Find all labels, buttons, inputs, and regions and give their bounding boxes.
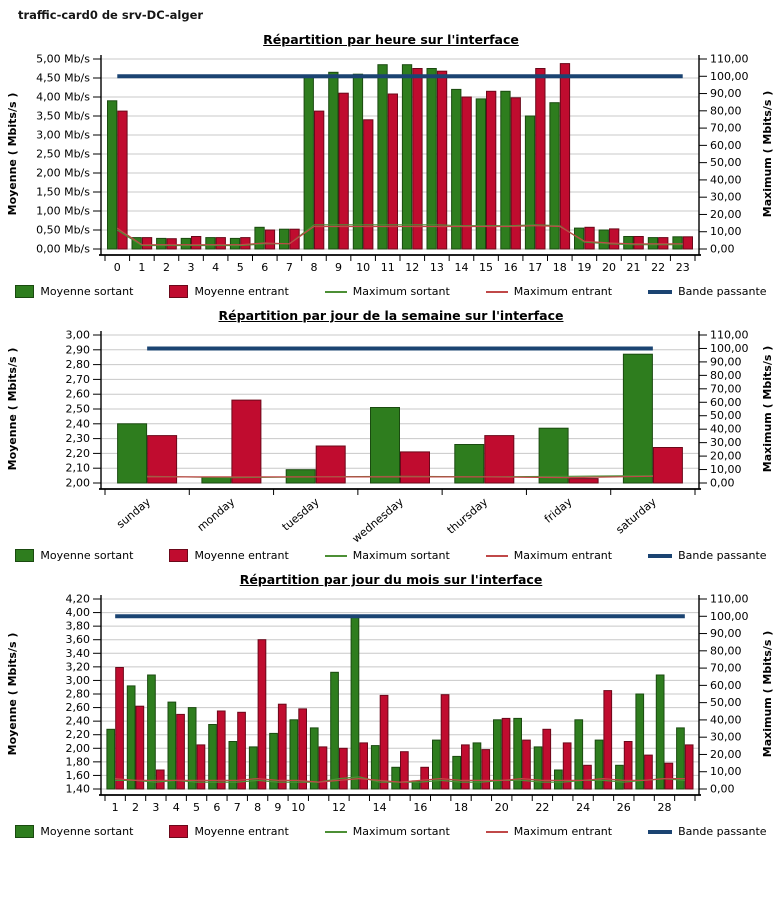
bar: [339, 93, 348, 249]
legend-swatch-bande-passante: [648, 830, 672, 834]
legend-swatch-moyenne-sortant: [15, 285, 34, 298]
bar: [388, 94, 397, 249]
bar: [380, 695, 388, 789]
x-tick-label: tuesday: [279, 495, 322, 534]
left-tick-label: 2,00 Mb/s: [36, 166, 90, 180]
bar: [536, 69, 545, 250]
left-tick-label: 2,50 Mb/s: [36, 147, 90, 161]
left-tick-label: 2,80: [65, 358, 90, 372]
right-tick-label: 100,00: [710, 341, 749, 355]
bar: [453, 756, 461, 789]
left-tick-label: 1,50 Mb/s: [36, 185, 90, 199]
legend-swatch-maximum-entrant: [486, 291, 508, 293]
left-tick-label: 2,50: [65, 402, 90, 416]
left-tick-label: 2,60: [65, 701, 90, 715]
left-tick-label: 2,60: [65, 387, 90, 401]
right-tick-label: 20,00: [710, 207, 742, 221]
left-tick-label: 2,70: [65, 372, 90, 386]
left-tick-label: 3,60: [65, 633, 90, 647]
bar: [310, 728, 318, 789]
bar: [232, 400, 261, 483]
bar: [575, 720, 583, 789]
bar: [116, 668, 124, 790]
x-tick-label: 26: [616, 801, 631, 814]
legend-swatch-maximum-sortant: [325, 831, 347, 833]
x-tick-label: 15: [479, 261, 494, 274]
x-tick-label: thursday: [444, 495, 491, 537]
x-tick-label: 2: [162, 261, 170, 274]
right-tick-label: 110,00: [710, 592, 749, 606]
bar: [665, 763, 673, 789]
left-axis-title: Moyenne ( Mbits/s ): [6, 632, 19, 756]
x-tick-label: monday: [194, 495, 238, 535]
x-tick-label: 2: [132, 801, 140, 814]
right-tick-label: 60,00: [710, 678, 742, 692]
right-tick-label: 30,00: [710, 436, 742, 450]
bar: [550, 103, 559, 249]
bar: [585, 227, 594, 249]
monthday-chart-section: [0, 572, 782, 838]
left-tick-label: 2,80: [65, 687, 90, 701]
x-tick-label: wednesday: [349, 495, 406, 546]
bar: [142, 238, 151, 249]
bar: [413, 69, 422, 250]
bar: [392, 767, 400, 789]
right-tick-label: 80,00: [710, 104, 742, 118]
right-tick-label: 0,00: [710, 476, 735, 490]
bar: [304, 76, 313, 249]
bar: [485, 436, 514, 483]
left-tick-label: 4,00: [65, 606, 90, 620]
legend-item-maximum-entrant: [486, 549, 612, 562]
left-axis-title: Moyenne ( Mbits/s ): [6, 347, 19, 471]
x-tick-label: 16: [413, 801, 428, 814]
bar: [616, 765, 624, 789]
legend-swatch-moyenne-sortant: [15, 549, 34, 562]
right-tick-label: 20,00: [710, 449, 742, 463]
bar: [441, 695, 449, 789]
right-tick-label: 10,00: [710, 765, 742, 779]
bar: [329, 72, 338, 249]
bar: [685, 745, 693, 789]
left-tick-label: 2,20: [65, 728, 90, 742]
bar: [127, 686, 135, 789]
x-tick-label: 6: [213, 801, 221, 814]
monthday-chart-title: Répartition par jour du mois sur l'interface: [239, 572, 543, 587]
monthday-chart-legend: [0, 825, 782, 838]
x-tick-label: 23: [675, 261, 690, 274]
bar: [539, 428, 568, 483]
right-tick-label: 70,00: [710, 121, 742, 135]
legend-label: Moyenne entrant: [194, 549, 289, 562]
left-tick-label: 1,80: [65, 755, 90, 769]
right-tick-label: 90,00: [710, 627, 742, 641]
x-tick-label: 8: [254, 801, 262, 814]
left-tick-label: 0,50 Mb/s: [36, 223, 90, 237]
legend-swatch-bande-passante: [648, 290, 672, 294]
legend-label: Moyenne entrant: [194, 825, 289, 838]
bar: [209, 725, 217, 790]
bar: [378, 65, 387, 249]
left-tick-label: 3,00: [65, 673, 90, 687]
bar: [673, 237, 682, 249]
bar: [230, 238, 239, 249]
right-tick-label: 30,00: [710, 190, 742, 204]
left-tick-label: 2,00: [65, 741, 90, 755]
bar: [371, 408, 400, 484]
left-tick-label: 3,50 Mb/s: [36, 109, 90, 123]
legend-label: Maximum sortant: [352, 825, 450, 838]
bar: [604, 691, 612, 789]
bar: [258, 640, 266, 789]
bar: [278, 704, 286, 789]
left-tick-label: 2,20: [65, 446, 90, 460]
left-tick-label: 2,10: [65, 461, 90, 475]
hourly-chart-plot: [0, 49, 782, 285]
x-tick-label: friday: [541, 495, 575, 526]
x-tick-label: 10: [356, 261, 371, 274]
bar: [192, 237, 201, 250]
legend-item-maximum-sortant: [325, 825, 450, 838]
bar: [656, 675, 664, 789]
legend-label: Moyenne sortant: [40, 549, 134, 562]
left-tick-label: 2,30: [65, 432, 90, 446]
legend-item-moyenne-entrant: [169, 285, 288, 298]
bar: [319, 747, 327, 789]
bar: [177, 714, 185, 789]
right-tick-label: 90,00: [710, 87, 742, 101]
bar: [599, 230, 608, 249]
bar: [555, 770, 563, 789]
x-tick-label: 12: [331, 801, 346, 814]
bar: [167, 239, 176, 249]
right-tick-label: 40,00: [710, 422, 742, 436]
hourly-chart-legend: [0, 285, 782, 298]
bar: [523, 740, 531, 789]
x-tick-label: 7: [285, 261, 293, 274]
left-tick-label: 3,40: [65, 646, 90, 660]
x-tick-label: 18: [454, 801, 469, 814]
x-tick-label: 3: [187, 261, 195, 274]
bar: [188, 708, 196, 789]
x-tick-label: 8: [310, 261, 318, 274]
x-tick-label: 14: [372, 801, 387, 814]
legend-label: Maximum entrant: [513, 825, 613, 838]
left-tick-label: 2,00: [65, 476, 90, 490]
x-tick-label: 9: [274, 801, 282, 814]
x-tick-label: 14: [454, 261, 469, 274]
bar: [595, 740, 603, 789]
weekday-chart-plot: [0, 325, 782, 549]
bar: [569, 479, 598, 483]
right-axis-title: Maximum ( Mbits/s ): [761, 630, 774, 758]
x-tick-label: 4: [212, 261, 220, 274]
left-tick-label: 3,20: [65, 660, 90, 674]
bar: [280, 229, 289, 249]
bars-moyenne-entrant: [148, 400, 683, 483]
legend-item-bande-passante: [648, 549, 766, 562]
hourly-chart-title: Répartition par heure sur l'interface: [263, 32, 519, 47]
bar: [360, 743, 368, 789]
bar: [217, 711, 225, 789]
x-tick-label: 20: [601, 261, 616, 274]
hourly-chart-section: [0, 32, 782, 298]
bar: [331, 672, 339, 789]
x-tick-label: 20: [494, 801, 509, 814]
bar: [353, 74, 362, 249]
bars-moyenne-sortant: [118, 354, 653, 483]
x-tick-label: saturday: [613, 495, 659, 537]
legend-label: Maximum sortant: [352, 285, 450, 298]
legend-swatch-moyenne-sortant: [15, 825, 34, 838]
bar: [623, 354, 652, 483]
legend-item-bande-passante: [648, 825, 766, 838]
x-tick-label: 11: [380, 261, 395, 274]
x-tick-label: 1: [111, 801, 119, 814]
bar: [168, 702, 176, 789]
x-tick-label: 22: [535, 801, 550, 814]
left-tick-label: 3,80: [65, 619, 90, 633]
left-tick-label: 4,00 Mb/s: [36, 90, 90, 104]
bar: [634, 237, 643, 250]
x-tick-label: 12: [405, 261, 420, 274]
right-tick-label: 50,00: [710, 156, 742, 170]
x-tick-label: 24: [576, 801, 591, 814]
right-axis-title: Maximum ( Mbits/s ): [761, 345, 774, 473]
x-tick-label: 10: [291, 801, 306, 814]
right-axis-title: Maximum ( Mbits/s ): [761, 90, 774, 218]
x-tick-label: 9: [335, 261, 343, 274]
x-tick-label: 1: [138, 261, 146, 274]
bars-moyenne-sortant: [107, 616, 684, 789]
left-tick-label: 2,90: [65, 343, 90, 357]
legend-label: Maximum entrant: [513, 285, 613, 298]
line-maximum-entrant: [117, 226, 682, 245]
left-tick-label: 4,50 Mb/s: [36, 71, 90, 85]
bar: [401, 752, 409, 789]
x-tick-label: 19: [577, 261, 592, 274]
right-tick-label: 110,00: [710, 52, 749, 66]
bar: [156, 770, 164, 789]
right-tick-label: 110,00: [710, 328, 749, 342]
left-tick-label: 2,40: [65, 714, 90, 728]
legend-label: Bande passante: [678, 549, 767, 562]
weekday-chart-legend: [0, 549, 782, 562]
legend-item-moyenne-entrant: [169, 825, 288, 838]
right-tick-label: 40,00: [710, 713, 742, 727]
legend-swatch-moyenne-entrant: [169, 825, 188, 838]
right-tick-label: 100,00: [710, 69, 749, 83]
bar: [265, 230, 274, 249]
x-tick-label: 5: [193, 801, 201, 814]
right-tick-label: 10,00: [710, 225, 742, 239]
right-tick-label: 70,00: [710, 382, 742, 396]
legend-swatch-moyenne-entrant: [169, 549, 188, 562]
left-tick-label: 2,40: [65, 417, 90, 431]
bar: [340, 748, 348, 789]
x-tick-label: 22: [651, 261, 666, 274]
legend-item-maximum-entrant: [486, 825, 612, 838]
gridlines: [101, 59, 699, 249]
bar: [624, 237, 633, 250]
right-tick-label: 70,00: [710, 661, 742, 675]
bar: [482, 750, 490, 789]
x-tick-label: 0: [113, 261, 121, 274]
x-tick-label: 13: [429, 261, 444, 274]
bar: [290, 720, 298, 789]
bar: [560, 64, 569, 249]
bar: [118, 424, 147, 483]
left-tick-label: 1,60: [65, 768, 90, 782]
bar: [136, 706, 144, 789]
x-tick-label: 16: [503, 261, 518, 274]
right-tick-label: 60,00: [710, 395, 742, 409]
legend-label: Bande passante: [678, 285, 767, 298]
bars-moyenne-entrant: [116, 640, 693, 789]
right-tick-label: 50,00: [710, 696, 742, 710]
bar: [437, 71, 446, 249]
left-tick-label: 1,00 Mb/s: [36, 204, 90, 218]
bar: [645, 755, 653, 789]
bar: [402, 65, 411, 249]
left-tick-label: 1,40: [65, 782, 90, 796]
left-tick-label: 0,00 Mb/s: [36, 242, 90, 256]
bar: [502, 718, 510, 789]
legend-item-moyenne-sortant: [15, 549, 133, 562]
bar: [206, 238, 215, 249]
x-tick-label: 7: [233, 801, 241, 814]
bar: [364, 120, 373, 249]
left-tick-label: 4,20: [65, 592, 90, 606]
bar: [108, 101, 117, 249]
bar: [299, 709, 307, 789]
legend-swatch-maximum-entrant: [486, 831, 508, 833]
bar: [371, 746, 379, 789]
x-tick-label: 6: [261, 261, 269, 274]
legend-item-maximum-sortant: [325, 285, 450, 298]
bar: [653, 448, 682, 484]
bar: [241, 238, 250, 249]
legend-label: Moyenne entrant: [194, 285, 289, 298]
legend-item-maximum-sortant: [325, 549, 450, 562]
bar: [525, 116, 534, 249]
page-title: traffic-card0 de srv-DC-alger: [18, 8, 204, 22]
bar: [584, 765, 592, 789]
bar: [181, 238, 190, 249]
legend-swatch-moyenne-entrant: [169, 285, 188, 298]
right-tick-label: 0,00: [710, 242, 735, 256]
legend-label: Bande passante: [678, 825, 767, 838]
right-tick-label: 20,00: [710, 747, 742, 761]
monthday-chart-plot: [0, 589, 782, 825]
bar: [351, 616, 359, 789]
bar: [494, 720, 502, 789]
x-tick-label: sunday: [114, 495, 154, 531]
weekday-chart-title: Répartition par jour de la semaine sur l'interface: [218, 308, 564, 323]
legend-item-moyenne-sortant: [15, 285, 133, 298]
x-tick-label: 3: [152, 801, 160, 814]
right-tick-label: 30,00: [710, 730, 742, 744]
bar: [427, 69, 436, 250]
weekday-chart-section: [0, 308, 782, 562]
bar: [315, 111, 324, 249]
left-tick-label: 3,00: [65, 328, 90, 342]
legend-label: Maximum entrant: [513, 549, 613, 562]
bar: [610, 229, 619, 249]
bar: [421, 767, 429, 789]
x-tick-label: 5: [236, 261, 244, 274]
x-tick-label: 18: [552, 261, 567, 274]
bar: [238, 712, 246, 789]
bar: [157, 238, 166, 249]
legend-label: Maximum sortant: [352, 549, 450, 562]
legend-item-maximum-entrant: [486, 285, 612, 298]
bar: [401, 452, 430, 483]
right-tick-label: 0,00: [710, 782, 735, 796]
legend-swatch-bande-passante: [648, 554, 672, 558]
x-tick-label: 28: [657, 801, 672, 814]
right-tick-label: 100,00: [710, 609, 749, 623]
left-axis-title: Moyenne ( Mbits/s ): [6, 92, 19, 216]
bar: [216, 238, 225, 249]
bar: [433, 740, 441, 789]
x-tick-label: 4: [172, 801, 180, 814]
legend-item-bande-passante: [648, 285, 766, 298]
bar: [534, 747, 542, 789]
x-tick-label: 21: [626, 261, 641, 274]
x-tick-label: 17: [528, 261, 543, 274]
right-tick-label: 50,00: [710, 409, 742, 423]
bar: [636, 694, 644, 789]
right-tick-label: 40,00: [710, 173, 742, 187]
left-tick-label: 5,00 Mb/s: [36, 52, 90, 66]
bar: [107, 729, 115, 789]
bar: [249, 747, 257, 789]
bar: [148, 675, 156, 789]
legend-swatch-maximum-entrant: [486, 555, 508, 557]
legend-item-moyenne-entrant: [169, 549, 288, 562]
legend-label: Moyenne sortant: [40, 825, 134, 838]
bar: [683, 237, 692, 249]
right-tick-label: 80,00: [710, 368, 742, 382]
left-tick-label: 3,00 Mb/s: [36, 128, 90, 142]
right-tick-label: 80,00: [710, 644, 742, 658]
legend-swatch-maximum-sortant: [325, 555, 347, 557]
bar: [118, 111, 127, 249]
legend-label: Moyenne sortant: [40, 285, 134, 298]
bar: [255, 227, 264, 249]
right-tick-label: 10,00: [710, 463, 742, 477]
right-tick-label: 90,00: [710, 355, 742, 369]
legend-swatch-maximum-sortant: [325, 291, 347, 293]
right-tick-label: 60,00: [710, 138, 742, 152]
legend-item-moyenne-sortant: [15, 825, 133, 838]
